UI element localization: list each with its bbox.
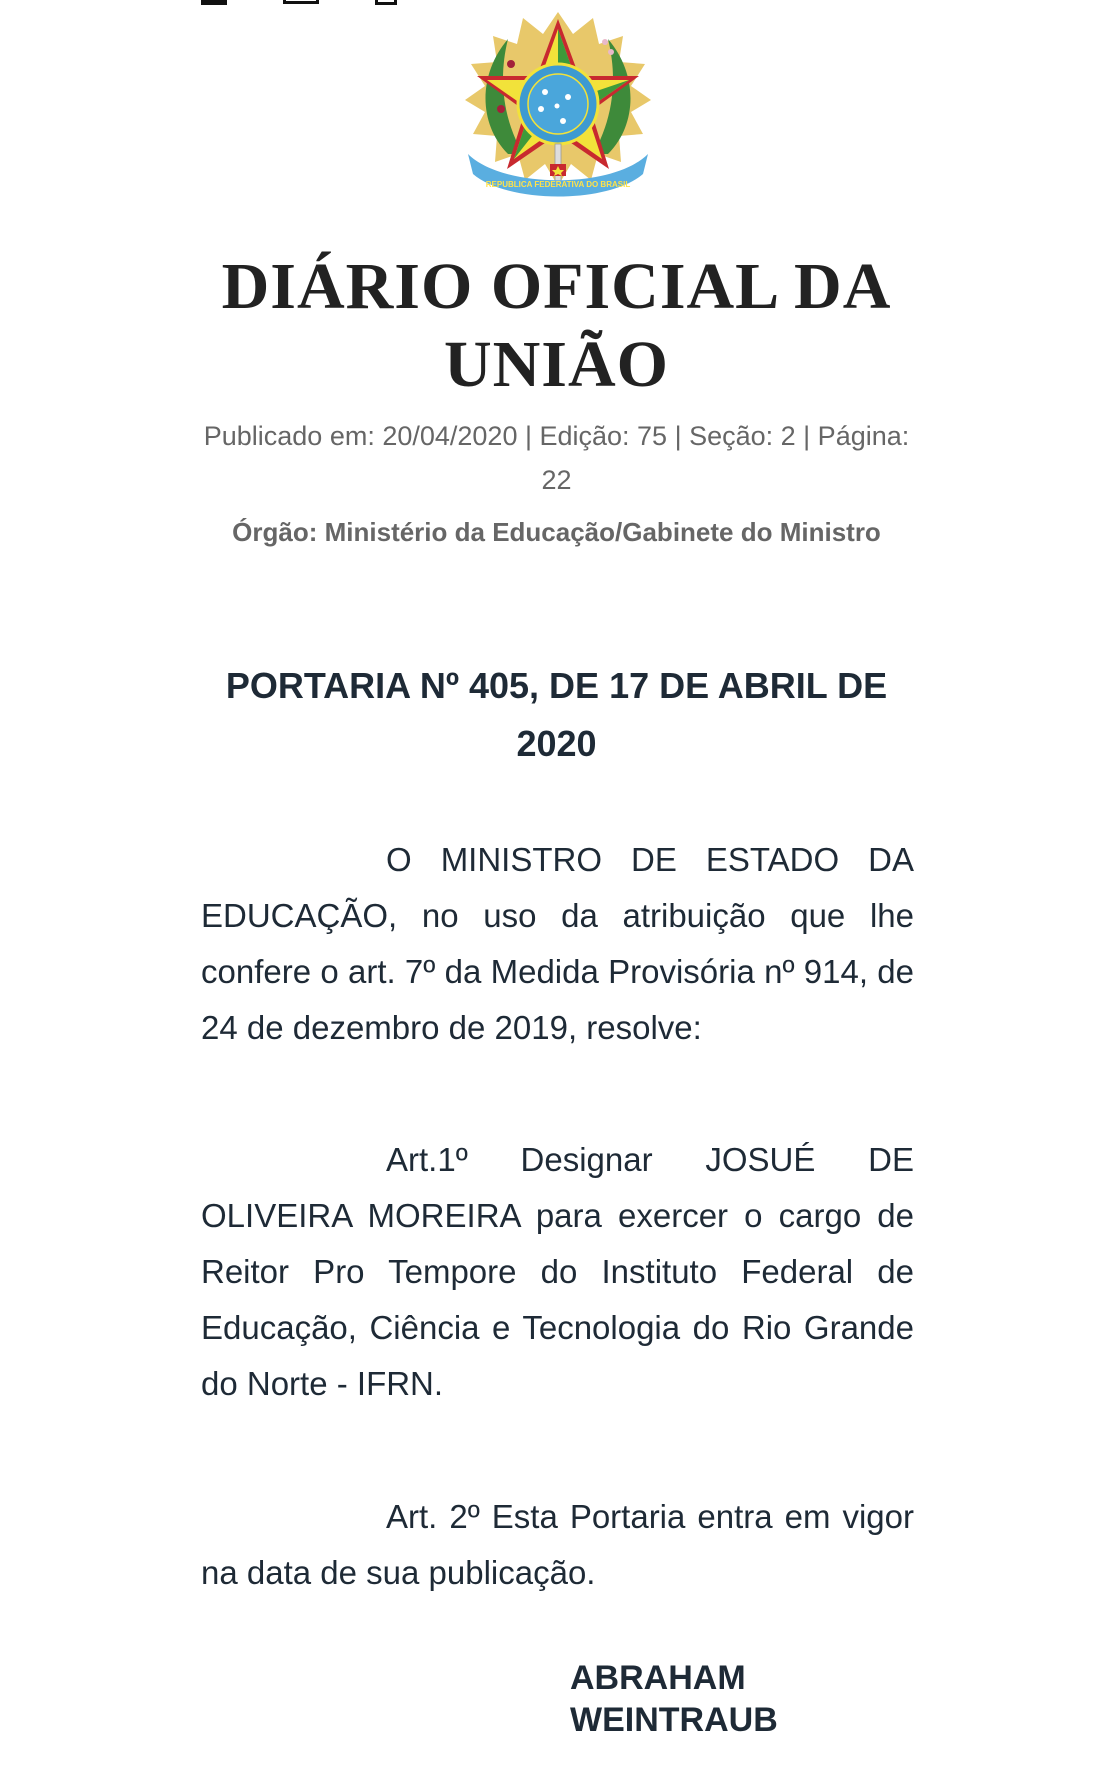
share-icon[interactable] <box>283 0 319 4</box>
footer-note-cutoff <box>201 1776 914 1791</box>
preamble-paragraph: O MINISTRO DE ESTADO DA EDUCAÇÃO, no uso da atribuição que lhe confere o art. 7º da Medida Provisória nº 914, de 24 de dezembro de 2019, resolve: <box>201 841 914 1046</box>
page-title: DIÁRIO OFICIAL DA UNIÃO <box>221 250 892 401</box>
emblem-ribbon-text: REPUBLICA FEDERATIVA DO BRASIL <box>485 180 631 189</box>
article-2-paragraph: Art. 2º Esta Portaria entra em vigor na data de sua publicação. <box>201 1498 914 1591</box>
facebook-icon[interactable] <box>201 0 227 5</box>
signature-name: ABRAHAM WEINTRAUB <box>570 1659 778 1739</box>
print-icon[interactable] <box>375 0 397 5</box>
coat-of-arms-emblem <box>453 4 663 214</box>
document-heading: PORTARIA Nº 405, DE 17 DE ABRIL DE 2020 <box>225 665 888 764</box>
publishing-organ: Órgão: Ministério da Educação/Gabinete do Ministro <box>232 517 881 547</box>
publication-meta: Publicado em: 20/04/2020 | Edição: 75 | Seção: 2 | Página: 22 <box>203 421 910 495</box>
article-1-paragraph: Art.1º Designar JOSUÉ DE OLIVEIRA MOREIRA para exercer o cargo de Reitor Pro Tempore do Instituto Federal de Educação, Ciência e Tecnologia do Rio Grande do Norte - IFRN. <box>201 1141 914 1402</box>
